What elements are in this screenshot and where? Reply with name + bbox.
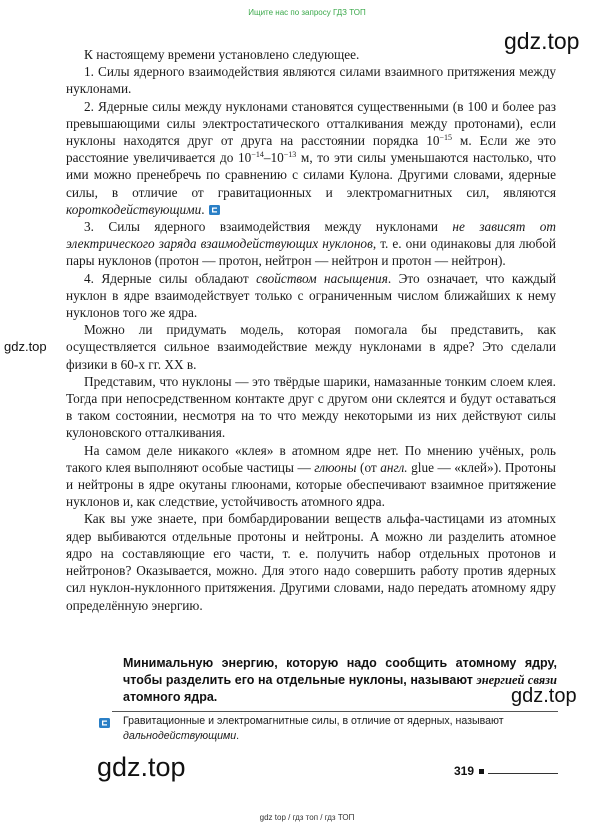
paragraph: Представим, что нуклоны — это твёрдые шарики, намазанные тонким слоем клея. Тогда при непосредственном контакте друг с другом они склеятся и будут оставаться в таком состоянии, несмотря на то что между некоторыми из них действуют силы кулоновского отталкивания. bbox=[66, 373, 556, 441]
defined-term: энергией связи bbox=[476, 673, 558, 687]
paragraph: На самом деле никакого «клея» в атомном ядре нет. По мнению учёных, роль такого клея выполняют особые частицы — глюоны (от англ. glue — «клей»). Протоны и нейтроны в ядре окутаны глюонами, которые обеспечивают взаимное притяжение нуклонов и, как следствие, устойчивость атомного ядра. bbox=[66, 442, 556, 510]
watermark: gdz.top bbox=[504, 28, 580, 54]
page-number-rule bbox=[488, 773, 558, 774]
paragraph: 1. Силы ядерного взаимодействия являются силами взаимного притяжения между нуклонами. bbox=[66, 64, 556, 97]
page-number: 319 bbox=[454, 764, 475, 778]
watermark: gdz.top bbox=[97, 752, 186, 782]
paragraph: 4. Ядерные силы обладают свойством насыщения. Это означает, что каждый нуклон в ядре взаимодействует только с ограниченным числом ближайших к нему нуклонов того же ядра. bbox=[66, 270, 556, 321]
note-divider bbox=[112, 711, 558, 712]
paragraph: 2. Ядерные силы между нуклонами становятся существенными (в 100 и более раз превышающими силы электростатического отталкивания между протонами), если нуклоны находятся друг от друга на расстоянии порядка $10^{-15}$ м. Если же это расстояние увеличивается до $10^{-14}-10^{-13}$ м, то эти силы уменьшаются настолько, что ими можно пренебречь по сравнению с силами Кулона. Другими словами, ядерные силы, в отличие от гравитационных и электромагнитных сил, являются короткодействующими. bbox=[66, 98, 557, 217]
page-number-square bbox=[479, 769, 484, 774]
note-marker-icon bbox=[209, 205, 220, 215]
paragraph: Как вы уже знаете, при бомбардировании веществ альфа-частицами из атомных ядер выбиваются отдельные протоны и нейтроны. А можно ли разделить атомное ядро на составляющие его части, т. е. получить набор отдельных протонов и нейтронов? Оказывается, можно. Для этого надо совершить работу против ядерных сил нуклон-нуклонного притяжения. Другими словами, надо передать атомному ядру определённую энергию. bbox=[66, 511, 556, 613]
main-text bbox=[66, 46, 556, 614]
paragraph: Можно ли придумать модель, которая помогала бы представить, как осуществляется сильное взаимодействие между нуклонами в ядре? Это сделали физики в 60-х гг. XX в. bbox=[66, 322, 556, 372]
search-hint: Ищите нас по запросу ГДЗ ТОП bbox=[248, 8, 366, 17]
watermark: gdz.top bbox=[4, 339, 47, 354]
watermark: gdz.top bbox=[511, 685, 577, 707]
footer-links: gdz top / гдз топ / гдз ТОП bbox=[259, 813, 355, 822]
definition-box: Минимальную энергию, которую надо сообщить атомному ядру, чтобы разделить его на отдельные нуклоны, называют энергией связи атомного ядра. bbox=[123, 656, 558, 704]
note-marker-icon bbox=[99, 718, 110, 728]
paragraph: К настоящему времени установлено следующее. bbox=[84, 47, 360, 62]
paragraph: 3. Силы ядерного взаимодействия между нуклонами не зависят от электрического заряда взаимодействующих нуклонов, т. е. они одинаковы для любой пары нуклонов (протон — протон, нейтрон — нейтрон и протон — нейтрон). bbox=[66, 219, 557, 269]
margin-note: Гравитационные и электромагнитные силы, в отличие от ядерных, называют дальнодействующими. bbox=[123, 715, 504, 742]
